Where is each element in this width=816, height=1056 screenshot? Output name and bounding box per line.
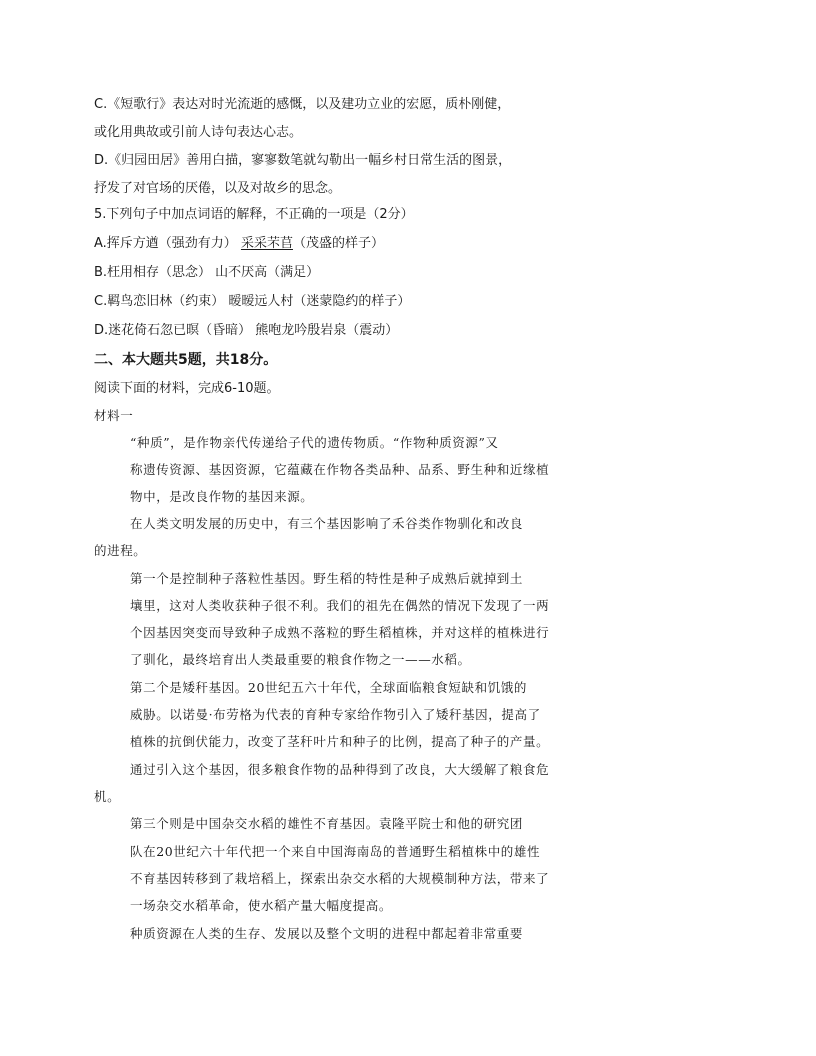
passage-line: 的进程。 [94, 543, 147, 558]
q5-option-a-text: A.挥斥方遒（强劲有力） [94, 236, 237, 251]
passage-line: 第三个则是中国杂交水稻的雄性不育基因。袁隆平院士和他的研究团 [130, 816, 524, 831]
passage-line: “种质”，是作物亲代传递给子代的遗传物质。“作物种质资源”又 [130, 435, 499, 450]
passage-line: 第二个是矮秆基因。20世纪五六十年代，全球面临粮食短缺和饥饿的 [130, 680, 528, 695]
q5-option-a [94, 235, 384, 253]
passage-line: 种质资源在人类的生存、发展以及整个文明的进程中都起着非常重要 [130, 926, 524, 941]
q5-option-d: D.迷花倚石忽已暝（昏暗） 熊咆龙吟殷岩泉（震动） [94, 323, 399, 338]
option-d-line-1: D.《归园田居》善用白描，寥寥数笔就勾勒出一幅乡村日常生活的图景， [94, 153, 512, 168]
passage-line: 第一个是控制种子落粒性基因。野生稻的特性是种子成熟后就掉到土 [130, 571, 524, 586]
option-c-line-2: 或化用典故或引前人诗句表达心志。 [94, 125, 303, 140]
passage-line: 壤里，这对人类收获种子很不利。我们的祖先在偶然的情况下发现了一两 [130, 598, 550, 613]
section-heading: 二、本大题共5题，共18分。 [94, 352, 278, 368]
passage-line: 在人类文明发展的历史中，有三个基因影响了禾谷类作物驯化和改良 [130, 516, 524, 531]
q5-option-b: B.枉用相存（思念） 山不厌高（满足） [94, 265, 320, 280]
q5-option-a-gloss: （茂盛的样子） [292, 236, 384, 251]
passage-line: 通过引入这个基因，很多粮食作物的品种得到了改良，大大缓解了粮食危 [130, 762, 550, 777]
passage-line: 个因基因突变而导致种子成熟不落粒的野生稻植株，并对这样的植株进行 [130, 625, 550, 640]
q5-option-c: C.羁鸟恋旧林（约束） 暧暧远人村（迷蒙隐约的样子） [94, 294, 411, 309]
passage-line: 不育基因转移到了栽培稻上，探索出杂交水稻的大规模制种方法，带来了 [130, 871, 550, 886]
passage-line: 机。 [94, 789, 121, 804]
option-d-line-2: 抒发了对官场的厌倦，以及对故乡的思念。 [94, 181, 342, 196]
passage-line: 一场杂交水稻革命，使水稻产量大幅度提高。 [130, 898, 393, 913]
passage-line: 植株的抗倒伏能力，改变了茎秆叶片和种子的比例，提高了种子的产量。 [130, 734, 550, 749]
option-c-line-1: C.《短歌行》表达对时光流逝的感慨，以及建功立业的宏愿，质朴刚健， [94, 97, 511, 112]
passage-line: 队在20世纪六十年代把一个来自中国海南岛的普通野生稻植株中的雄性 [130, 844, 541, 859]
material-label: 材料一 [94, 408, 134, 423]
passage-line: 称遗传资源、基因资源，它蕴藏在作物各类品种、品系、野生种和近缘植 [130, 462, 550, 477]
reading-instruction: 阅读下面的材料，完成6-10题。 [94, 381, 280, 396]
passage-line: 物中，是改良作物的基因来源。 [130, 489, 314, 504]
passage-line: 威胁。以诺曼·布劳格为代表的育种专家给作物引入了矮秆基因，提高了 [130, 707, 541, 722]
passage-line: 了驯化，最终培育出人类最重要的粮食作物之一——水稻。 [130, 652, 471, 667]
q5-option-a-underlined: 采采芣苢 [240, 236, 293, 251]
question-5: 5.下列句子中加点词语的解释，不正确的一项是（2分） [94, 207, 414, 222]
